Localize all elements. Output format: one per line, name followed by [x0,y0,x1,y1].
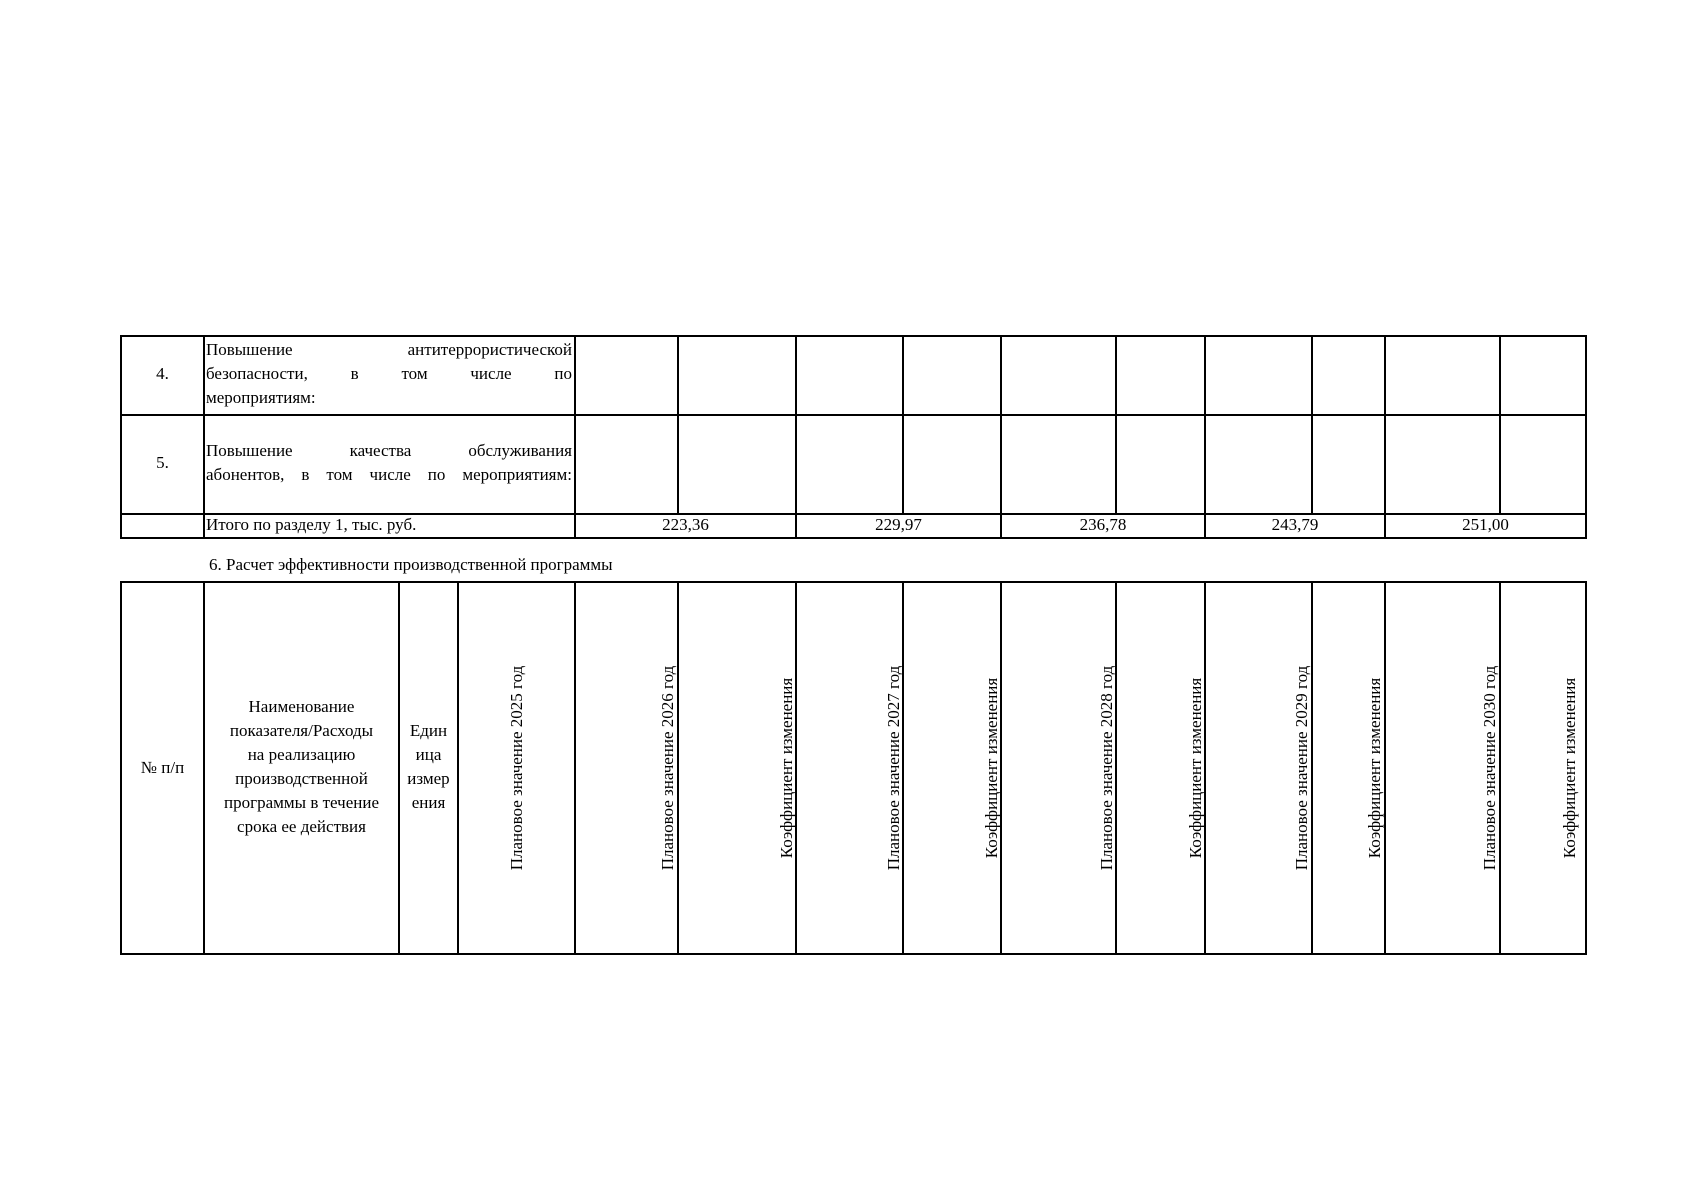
total-value: 236,78 [1079,515,1127,534]
header-plan-2027: Плановое значение 2027 год [884,665,903,871]
header-name-line: производственной [235,769,368,788]
total-label: Итого по разделу 1, тыс. руб. [206,515,417,534]
row-number: 5. [156,453,169,472]
row-name-line: Повышение антитеррористической [206,340,572,359]
header-coef: Коэффициент изменения [1186,677,1205,859]
row-name-line: Повышение качества обслуживания [206,441,572,460]
header-plan-2028: Плановое значение 2028 год [1097,665,1116,871]
header-name-line: срока ее действия [237,817,366,836]
header-unit [400,719,457,815]
total-value: 243,79 [1271,515,1319,534]
header-plan-2029: Плановое значение 2029 год [1292,665,1311,871]
row-name [206,439,572,487]
header-number: № п/п [140,758,185,777]
total-value: 229,97 [875,515,922,534]
row-number: 4. [156,364,169,383]
header-plan-2026: Плановое значение 2026 год [658,665,677,871]
header-name-line: программы в течение [224,793,379,812]
header-name [205,695,398,839]
row-name [206,338,572,410]
header-coef: Коэффициент изменения [777,677,796,859]
row-name-line: мероприятиям: [206,388,316,407]
row-name-line: абонентов, в том числе по мероприятиям: [206,465,572,484]
header-coef: Коэффициент изменения [982,677,1001,859]
header-name-line: на реализацию [247,745,356,764]
total-value: 223,36 [662,515,709,534]
section-title: 6. Расчет эффективности производственной программы [209,555,613,574]
header-plan-2025: Плановое значение 2025 год [507,665,526,871]
header-coef: Коэффициент изменения [1365,677,1384,859]
header-unit-line: ица [415,745,442,764]
header-name-line: показателя/Расходы [229,721,374,740]
row-name-line: безопасности, в том числе по [206,364,572,383]
header-plan-2030: Плановое значение 2030 год [1480,665,1499,871]
total-value: 251,00 [1462,515,1509,534]
header-unit-line: измер [407,769,450,788]
header-unit-line: Един [409,721,448,740]
header-unit-line: ения [411,793,446,812]
header-name-line: Наименование [248,697,355,716]
header-coef: Коэффициент изменения [1560,677,1579,859]
